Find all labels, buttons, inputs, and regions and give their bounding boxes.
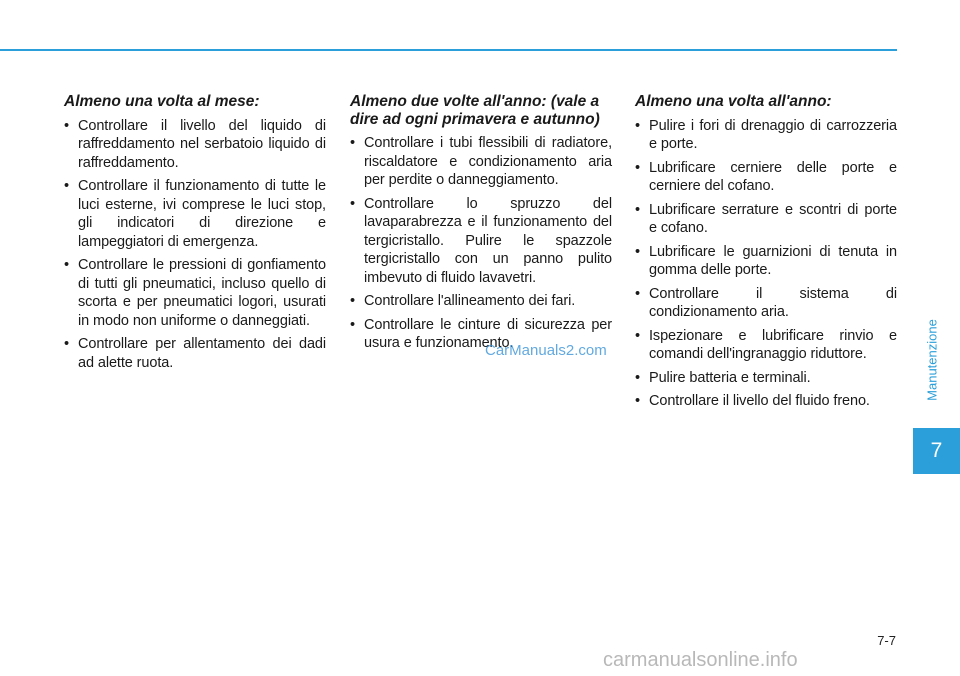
list-item: • Lubrificare cerniere delle porte e cerniere del cofano. [635, 159, 897, 196]
chapter-side-label [922, 290, 942, 430]
chapter-side-label-text: Manutenzione [924, 319, 940, 401]
section-heading-twice-yearly: Almeno due volte all'anno: (vale a dire ad ogni primavera e autunno) [350, 93, 600, 128]
list-item: • Lubrificare serrature e scontri di porte e cofano. [635, 201, 897, 238]
checklist-twice-yearly [350, 134, 612, 353]
header-rule [0, 49, 897, 51]
list-item: • Controllare lo spruzzo del lavaparabrezza e il funzionamento del tergicristallo. Pulire le spazzole tergicristallo con un panno pulito imbevuto di fluido lavavetri. [350, 195, 612, 288]
section-heading-yearly: Almeno una volta all'anno: [635, 93, 832, 110]
watermark-footer: carmanualsonline.info [603, 649, 798, 671]
list-item: • Ispezionare e lubrificare rinvio e comandi dell'ingranaggio riduttore. [635, 327, 897, 364]
list-item: • Controllare l'allineamento dei fari. [350, 292, 612, 311]
checklist-monthly [64, 117, 326, 373]
checklist-yearly [635, 117, 897, 411]
list-item: • Lubrificare le guarnizioni di tenuta in gomma delle porte. [635, 243, 897, 280]
list-item: • Pulire i fori di drenaggio di carrozzeria e porte. [635, 117, 897, 154]
watermark-overlay: CarManuals2.com [485, 342, 607, 359]
chapter-tab: 7 [913, 428, 960, 474]
list-item: • Controllare il funzionamento di tutte le luci esterne, ivi comprese le luci stop, gli indicatori di direzione e lampeggiatori di emergenza. [64, 177, 326, 251]
list-item: • Controllare il livello del liquido di raffreddamento nel serbatoio liquido di raffreddamento. [64, 117, 326, 173]
page-number: 7-7 [877, 633, 896, 648]
list-item: • Controllare le pressioni di gonfiamento di tutti gli pneumatici, incluso quello di scorta e per pneumatici logori, usurati in modo non uniforme o danneggiati. [64, 256, 326, 330]
list-item: • Controllare il livello del fluido freno. [635, 392, 897, 411]
section-heading-monthly: Almeno una volta al mese: [64, 93, 260, 110]
column-monthly [64, 93, 326, 377]
list-item: • Controllare per allentamento dei dadi ad alette ruota. [64, 335, 326, 372]
column-twice-yearly [350, 93, 612, 358]
list-item: • Controllare le cinture di sicurezza per usura e funzionamento. [350, 316, 612, 353]
list-item: • Controllare il sistema di condizionamento aria. [635, 285, 897, 322]
list-item: • Controllare i tubi flessibili di radiatore, riscaldatore e condizionamento aria per perdite o danneggiamento. [350, 134, 612, 190]
column-yearly [635, 93, 897, 416]
list-item: • Pulire batteria e terminali. [635, 369, 897, 388]
